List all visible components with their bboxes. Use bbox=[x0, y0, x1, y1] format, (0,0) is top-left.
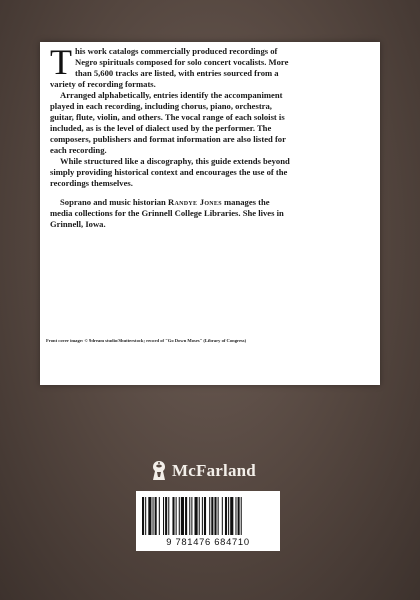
barcode-bar bbox=[204, 497, 206, 535]
barcode-bar bbox=[155, 497, 157, 535]
description-block bbox=[50, 42, 290, 230]
drop-cap: T bbox=[50, 42, 72, 82]
publisher-name: McFarland bbox=[172, 461, 256, 480]
paragraph-3: While structured like a discography, this guide extends beyond simply providing historical context and encourages the use of the recordings themselves. bbox=[50, 156, 290, 188]
barcode-bar bbox=[168, 497, 169, 535]
barcode-bar bbox=[176, 497, 177, 535]
publisher-logo bbox=[150, 460, 256, 482]
barcode-bar bbox=[230, 497, 233, 535]
barcode-bar bbox=[202, 497, 203, 535]
barcode-bar bbox=[145, 497, 146, 535]
barcode-bar bbox=[172, 497, 174, 535]
barcode-bar bbox=[159, 497, 160, 535]
pelican-emblem-icon bbox=[150, 460, 168, 482]
author-name: Randye Jones bbox=[167, 197, 222, 207]
author-bio-suffix: manages the media collections for the Grinnell College Libraries. She lives in Grinnell, Iowa. bbox=[50, 197, 284, 229]
barcode-bar bbox=[225, 497, 227, 535]
barcode-bar bbox=[153, 497, 154, 535]
barcode-bar bbox=[165, 497, 167, 535]
barcode-bar bbox=[181, 497, 184, 535]
cover-image-credit: Front cover image: © 9dream studio/Shutterstock; record of "Go Down Moses" (Library of Congress) bbox=[46, 338, 247, 343]
barcode-bar bbox=[228, 497, 229, 535]
barcode-bar bbox=[235, 497, 236, 535]
barcode-bar bbox=[238, 497, 240, 535]
isbn-number: 9 781476 684710 bbox=[166, 536, 250, 547]
barcode-bar bbox=[179, 497, 180, 535]
barcode-bar bbox=[214, 497, 216, 535]
barcode-bar bbox=[241, 497, 242, 535]
paragraph-1-text: his work catalogs commercially produced recordings of Negro spirituals composed for solo concert vocalists. More than 5,600 tracks are listed, with entries sourced from a variety of recording formats. bbox=[50, 46, 289, 89]
author-bio bbox=[50, 197, 290, 230]
barcode-bar bbox=[185, 497, 187, 535]
barcode-bar bbox=[142, 497, 144, 535]
barcode-bar bbox=[209, 497, 210, 535]
paragraph-2: Arranged alphabetically, entries identify the accompaniment played in each recording, including chorus, piano, orchestra, guitar, flute, violin, and others. The vocal range of each soloist is included, as is the level of dialect used by the performer. The composers, publishers and format information are also listed for each recording. bbox=[50, 90, 286, 155]
barcode-bar bbox=[163, 497, 164, 535]
barcode-bar bbox=[148, 497, 151, 535]
barcode-bar bbox=[189, 497, 190, 535]
author-bio-prefix: Soprano and music historian bbox=[60, 197, 168, 207]
barcode-bar bbox=[211, 497, 213, 535]
barcode-bars bbox=[142, 497, 274, 535]
paragraph-1 bbox=[50, 42, 290, 90]
barcode-bar bbox=[218, 497, 219, 535]
barcode-bar bbox=[199, 497, 200, 535]
barcode-bar bbox=[191, 497, 192, 535]
barcode bbox=[136, 491, 280, 551]
barcode-bar bbox=[222, 497, 223, 535]
barcode-bar bbox=[195, 497, 198, 535]
